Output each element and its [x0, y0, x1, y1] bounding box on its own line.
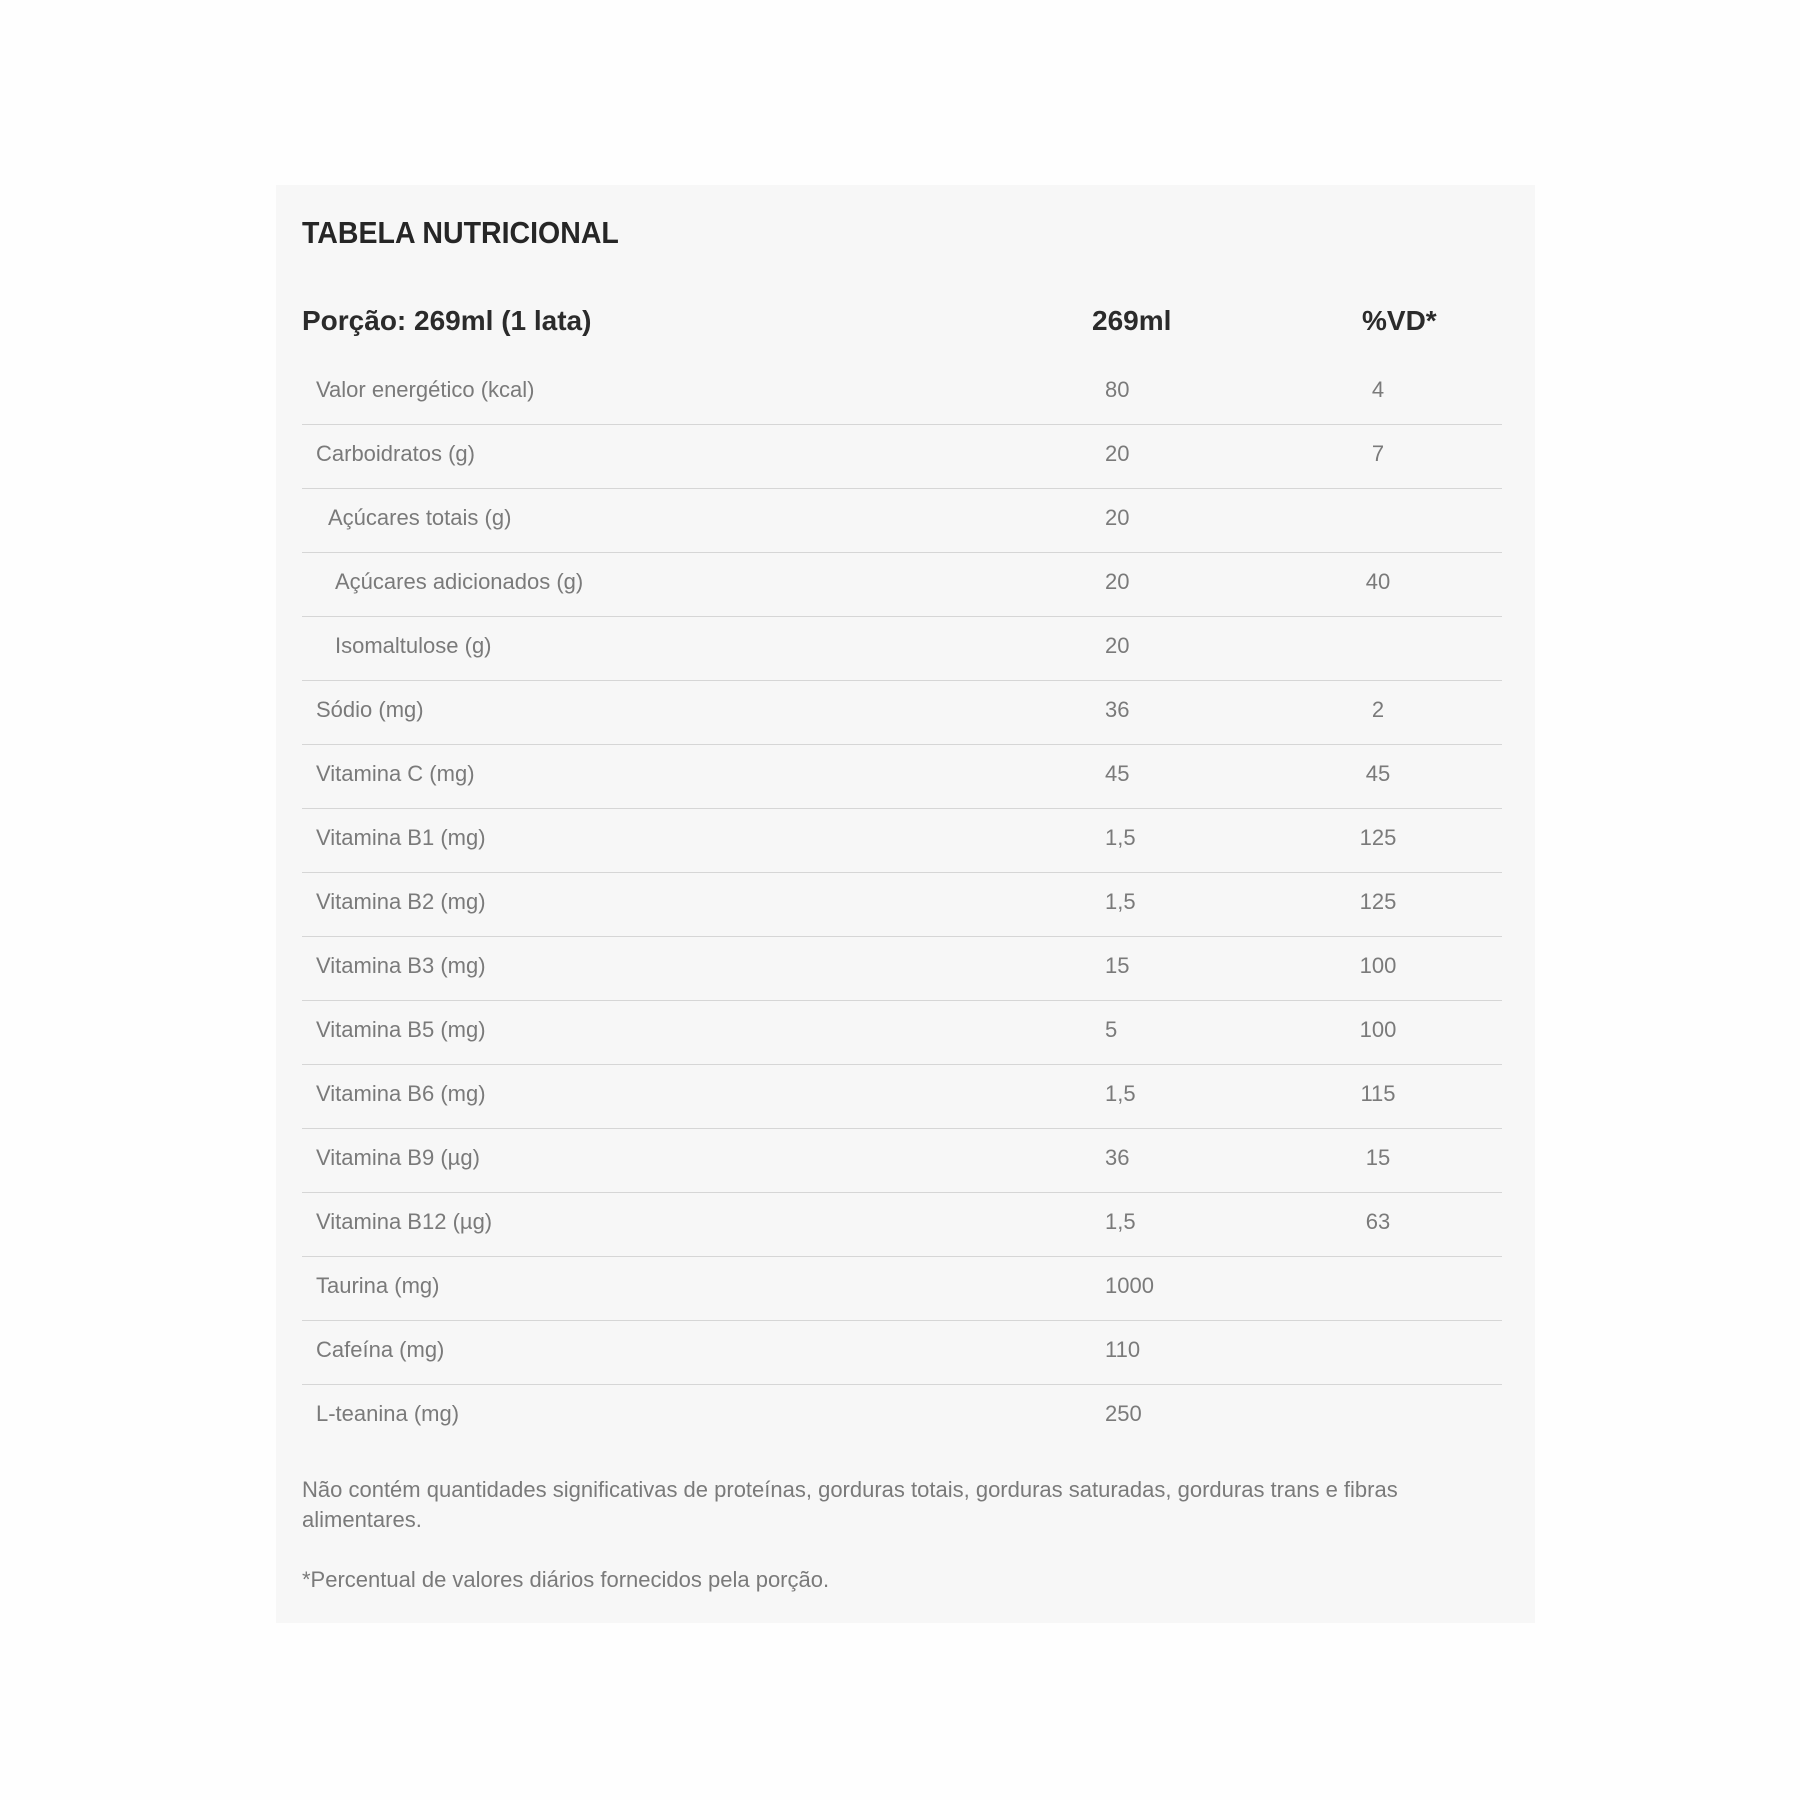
table-row: [302, 489, 1502, 553]
nutrient-quantity: 1,5: [1105, 1081, 1136, 1106]
table-row: [302, 937, 1502, 1001]
nutrient-label: Açúcares adicionados (g): [335, 569, 584, 594]
table-row: [302, 873, 1502, 937]
table-row: [302, 1065, 1502, 1129]
nutrient-daily-value: 4: [1371, 377, 1385, 402]
nutrient-label: Vitamina B9 (µg): [316, 1145, 480, 1170]
nutrient-daily-value: 15: [1365, 1145, 1391, 1170]
table-row: [302, 1385, 1502, 1448]
nutrient-label: Vitamina B1 (mg): [316, 825, 486, 850]
table-body: [302, 361, 1502, 1448]
nutrient-label: Isomaltulose (g): [335, 633, 492, 658]
table-row: [302, 809, 1502, 873]
nutrient-daily-value: 7: [1371, 441, 1385, 466]
nutrient-label: Sódio (mg): [316, 697, 424, 722]
footnote: *Percentual de valores diários fornecidos pela porção.: [302, 1567, 830, 1592]
nutrient-daily-value: 40: [1365, 569, 1391, 594]
nutrient-label: Vitamina C (mg): [316, 761, 475, 786]
nutrient-label: Vitamina B6 (mg): [316, 1081, 486, 1106]
nutrient-label: Vitamina B12 (µg): [316, 1209, 493, 1234]
nutrient-quantity: 110: [1105, 1337, 1141, 1362]
nutrient-quantity: 20: [1105, 633, 1130, 658]
nutrient-label: Valor energético (kcal): [316, 377, 535, 402]
daily-value-header: %VD*: [1362, 305, 1437, 336]
nutrient-label: Taurina (mg): [316, 1273, 440, 1298]
nutrient-label: Vitamina B3 (mg): [316, 953, 486, 978]
nutrient-daily-value: 63: [1365, 1209, 1391, 1234]
nutrient-label: Vitamina B5 (mg): [316, 1017, 486, 1042]
nutrient-quantity: 80: [1105, 377, 1130, 402]
table-row: [302, 617, 1502, 681]
nutrient-quantity: 5: [1105, 1017, 1118, 1042]
table-row: [302, 1257, 1502, 1321]
nutrient-quantity: 1000: [1105, 1273, 1154, 1298]
table-row: [302, 1129, 1502, 1193]
nutrition-card: [276, 185, 1535, 1623]
notes: [302, 1475, 1512, 1595]
nutrient-label: Vitamina B2 (mg): [316, 889, 486, 914]
nutrition-table: [302, 297, 1502, 1448]
table-row: [302, 681, 1502, 745]
nutrient-quantity: 20: [1105, 505, 1130, 530]
portion-header: Porção: 269ml (1 lata): [302, 305, 592, 336]
table-row: [302, 425, 1502, 489]
table-header-row: [302, 297, 1502, 351]
table-row: [302, 1001, 1502, 1065]
table-row: [302, 1321, 1502, 1385]
nutrient-quantity: 36: [1105, 1145, 1130, 1170]
nutrient-quantity: 1,5: [1105, 1209, 1136, 1234]
table-row: [302, 553, 1502, 617]
table-row: [302, 1193, 1502, 1257]
nutrient-daily-value: 125: [1359, 825, 1397, 850]
no-significant-note: Não contém quantidades significativas de proteínas, gorduras totais, gorduras saturadas, gorduras trans e fibras alimentares.: [302, 1477, 1398, 1532]
nutrient-quantity: 1,5: [1105, 825, 1136, 850]
nutrient-quantity: 20: [1105, 569, 1130, 594]
table-title: TABELA NUTRICIONAL: [302, 215, 619, 250]
table-row: [302, 361, 1502, 425]
nutrient-quantity: 36: [1105, 697, 1130, 722]
nutrient-label: Carboidratos (g): [316, 441, 475, 466]
nutrient-daily-value: 2: [1371, 697, 1385, 722]
nutrient-quantity: 15: [1105, 953, 1130, 978]
nutrient-daily-value: 45: [1365, 761, 1391, 786]
nutrient-daily-value: 115: [1360, 1081, 1396, 1106]
nutrient-label: L-teanina (mg): [316, 1401, 460, 1426]
table-row: [302, 745, 1502, 809]
nutrient-daily-value: 125: [1359, 889, 1397, 914]
nutrient-quantity: 250: [1105, 1401, 1142, 1426]
quantity-header: 269ml: [1092, 305, 1172, 336]
nutrient-daily-value: 100: [1359, 1017, 1397, 1042]
nutrient-quantity: 1,5: [1105, 889, 1136, 914]
nutrient-quantity: 20: [1105, 441, 1130, 466]
nutrient-quantity: 45: [1105, 761, 1130, 786]
nutrient-label: Açúcares totais (g): [328, 505, 512, 530]
nutrient-label: Cafeína (mg): [316, 1337, 445, 1362]
nutrient-daily-value: 100: [1359, 953, 1397, 978]
